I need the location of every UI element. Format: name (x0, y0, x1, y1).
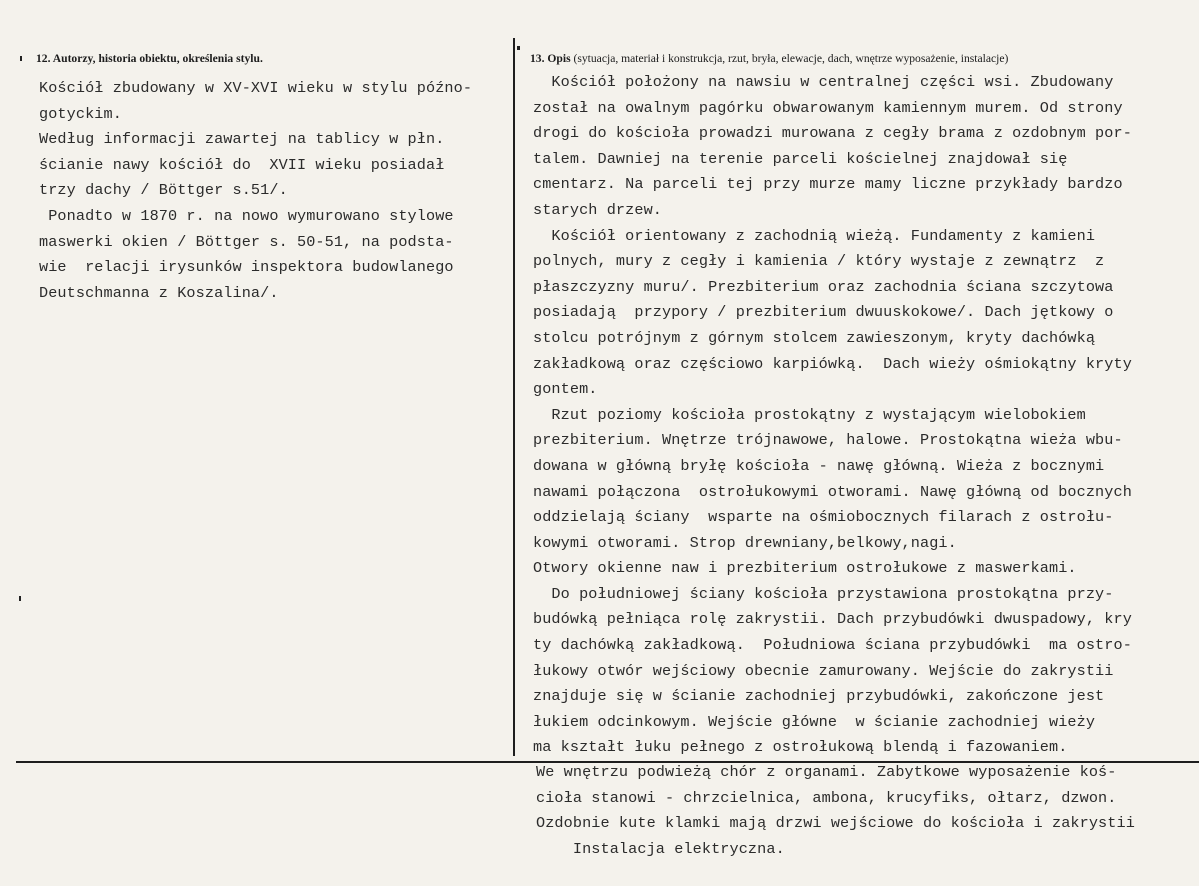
text-line: ty dachówką zakładkową. Południowa ściana przybudówki ma ostro- (533, 636, 1132, 655)
text-line: Rzut poziomy kościoła prostokątny z wystającym wielobokiem (533, 405, 1086, 424)
text-line: ma kształt łuku pełnego z ostrołukową blendą i fazowaniem. (533, 738, 1068, 757)
text-line: zakładkową oraz częściowo karpiówką. Dach wieży ośmiokątny kryty (533, 354, 1132, 373)
text-line: cmentarz. Na parceli tej przy murze mamy liczne przykłady bardzo (533, 175, 1123, 194)
margin-mark (19, 596, 21, 601)
margin-mark (517, 46, 520, 50)
text-line: Do południowej ściany kościoła przystawiona prostokątna przy- (533, 584, 1114, 603)
section-12-body (39, 76, 472, 306)
text-line: Instalacja elektryczna. (536, 839, 785, 858)
text-line: Kościół orientowany z zachodnią wieżą. Fundamenty z kamieni (533, 226, 1096, 245)
text-line: Kościół zbudowany w XV-XVI wieku w stylu późno- (39, 79, 473, 97)
section-13-heading-sub: (sytuacja, materiał i konstrukcja, rzut, bryła, elewacje, dach, wnętrze wyposażenie, instalacje) (570, 52, 1009, 65)
text-line: Otwory okienne naw i prezbiterium ostrołukowe z maswerkami. (533, 559, 1077, 578)
text-line: Kościół położony na nawsiu w centralnej części wsi. Zbudowany (533, 73, 1114, 91)
text-line: nawami połączona ostrołukowymi otworami. Nawę główną od bocznych (533, 482, 1132, 501)
text-line: Ozdobnie kute klamki mają drzwi wejściowe do kościoła i zakrystii (536, 814, 1135, 833)
text-line: drogi do kościoła prowadzi murowana z cegły brama z ozdobnym por- (533, 124, 1132, 143)
margin-mark (20, 56, 22, 61)
text-line: Ponadto w 1870 r. na nowo wymurowano stylowe (39, 206, 454, 225)
continuation-body (536, 760, 1135, 862)
section-13-heading-main: 13. Opis (530, 52, 571, 65)
text-line: talem. Dawniej na terenie parceli kościelnej znajdował się (533, 149, 1068, 168)
text-line: cioła stanowi - chrzcielnica, ambona, krucyfiks, ołtarz, dzwon. (536, 788, 1117, 807)
text-line: znajduje się w ścianie zachodniej przybudówki, zakończone jest (533, 687, 1105, 706)
text-line: ścianie nawy kościół do XVII wieku posiadał (39, 155, 445, 174)
text-line: łukiem odcinkowym. Wejście główne w ścianie zachodniej wieży (533, 712, 1096, 731)
section-13-body (533, 70, 1132, 761)
text-line: dowana w główną bryłę kościoła - nawę główną. Wieża z bocznymi (533, 456, 1105, 475)
text-line: polnych, mury z cegły i kamienia / który wystaje z zewnątrz z (533, 252, 1105, 271)
section-13-heading (530, 52, 1008, 65)
text-line: trzy dachy / Böttger s.51/. (39, 181, 288, 200)
text-line: wie relacji irysunków inspektora budowlanego (39, 258, 454, 277)
text-line: budówką pełniąca rolę zakrystii. Dach przybudówki dwuspadowy, kry (533, 610, 1132, 629)
text-line: posiadają przypory / prezbiterium dwuuskokowe/. Dach jętkowy o (533, 303, 1114, 322)
text-line: kowymi otworami. Strop drewniany,belkowy,nagi. (533, 533, 957, 552)
column-divider (513, 38, 515, 756)
text-line: We wnętrzu podwieżą chór z organami. Zabytkowe wyposażenie koś- (536, 763, 1117, 781)
text-line: został na owalnym pagórku obwarowanym kamiennym murem. Od strony (533, 98, 1123, 117)
text-line: prezbiterium. Wnętrze trójnawowe, halowe. Prostokątna wieża wbu- (533, 431, 1123, 450)
text-line: starych drzew. (533, 200, 662, 219)
text-line: płaszczyzny muru/. Prezbiterium oraz zachodnia ściana szczytowa (533, 277, 1114, 296)
text-line: gotyckim. (39, 104, 122, 123)
text-line: łukowy otwór wejściowy obecnie zamurowany. Wejście do zakrystii (533, 661, 1114, 680)
text-line: gontem. (533, 380, 598, 399)
text-line: maswerki okien / Böttger s. 50-51, na podsta- (39, 232, 454, 251)
section-12-heading (36, 52, 263, 65)
text-line: oddzielają ściany wsparte na ośmiobocznych filarach z ostrołu- (533, 508, 1114, 527)
text-line: Według informacji zawartej na tablicy w płn. (39, 130, 445, 149)
text-line: Deutschmanna z Koszalina/. (39, 283, 279, 302)
text-line: stolcu potrójnym z górnym stolcem zawieszonym, kryty dachówką (533, 328, 1096, 347)
section-12-heading-text: 12. Autorzy, historia obiektu, określenia stylu. (36, 52, 263, 65)
